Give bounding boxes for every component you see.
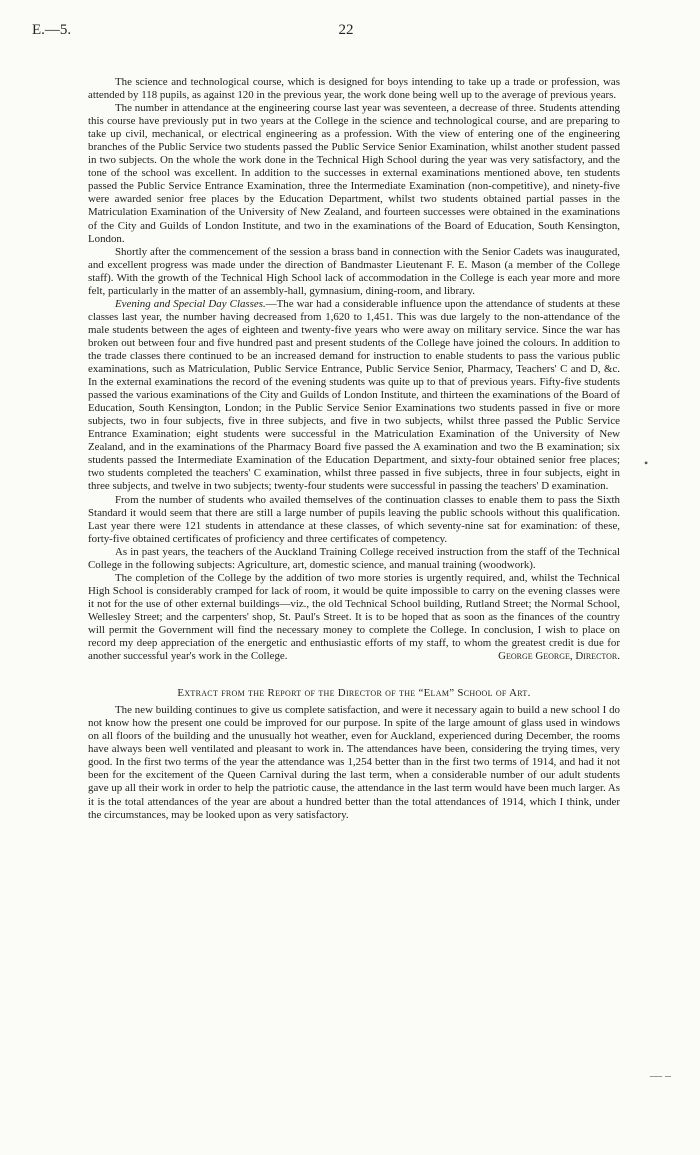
paragraph-completion: The completion of the College by the addition of two more stories is urgently required, and, whilst the Technical High School is considerably cramped for lack of room, it would be quite impossible to carry on the evening classes were it not for the use of other external buildings—viz., the old Technical School building, Rutland Street; the Normal School, Wellesley Street; and the carpenters' shop, St. Paul's Street. It is to be hoped that as soon as the finances of the country will permit the Government will find the necessary money to complete the College. In conclusion, I wish to place on record my deep appreciation of the energetic and enthusiastic efforts of my staff, to whom the greatest credit is due for another successful year's work in the College. [88,571,620,663]
paragraph-elam-report: The new building continues to give us complete satisfaction, and were it necessary again to build a new school I do not know how the present one could be improved for our purpose. In spite of the large amount of glass used in windows on all floors of the building and the unusually hot weather, even for Auckland, experienced during December, the rooms have always been well ventilated and pleasant to work in. The attendances have been, considering the trying times, very good. In the first two terms of the year the attendance was 1,254 better than in the first two terms of 1914, and had it not been for the excitement of the Queen Carnival during the last term, when a considerable number of our adult students gave up all their work in order to help the patriotic cause, the attendance in the last term would have been much larger. As it is the total attendances of the year are about a hundred better than the total attendances of 1914, which I think, under the circumstances, may be looked upon as very satisfactory. [88,704,620,821]
paragraph-brass-band: Shortly after the commencement of the session a brass band in connection with the Senior Cadets was inaugurated, and excellent progress was made under the direction of Bandmaster Lieutenant F. E. Mason (a member of the College staff). With the growth of the Technical High School lack of accommodation in the College is each year more and more felt, particularly in the matter of an assembly-hall, gymnasium, dining-room, and library. [88,245,620,297]
signature: George George, Director. [498,650,620,663]
report-body [88,76,620,822]
elam-section-title: Extract from the Report of the Director of the “Elam” School of Art. [177,687,531,700]
evening-classes-heading: Evening and Special Day Classes. [115,297,266,310]
margin-dash: — ‒ [650,1068,671,1082]
paragraph-training-college: As in past years, the teachers of the Auckland Training College received instruction from the staff of the Technical College in the following subjects: Agriculture, art, domestic science, and manual training (woodwork). [88,545,620,571]
page-header [32,22,660,42]
report-code: E.—5. [32,22,72,38]
paragraph-evening-classes [88,298,620,494]
paragraph-continuation-classes: From the number of students who availed themselves of the continuation classes to enable them to pass the Sixth Standard it would seem that there are still a large number of pupils leaving the public schools without this qualification. Last year there were 121 students in attendance at these classes, of which seventy-nine sat for examination: of these, forty-five obtained certificates of proficiency and three certificates of competency. [88,493,620,545]
paragraph-science-course: The science and technological course, which is designed for boys intending to take up a trade or profession, was attended by 118 pupils, as against 120 in the previous year, the work done being well up to the average of previous years. [88,76,620,102]
evening-classes-text: —The war had a considerable influence upon the attendance of students at these classes last year, the number having decreased from 1,620 to 1,451. This was due largely to the non-attendance of the male students between the ages of eighteen and twenty-five years who were away on military service. Since the war has broken out between four and five hundred past and present students of the College have joined the colours. In addition to the trade classes there continued to be an increased demand for instruction to enable students to pass the various public examinations, such as Matriculation, Public Service Entrance, Public Service Senior, Pharmacy, Teachers' C and D, &c. In the external examinations the record of the evening students was quite up to that of previous years. Fifty-five students passed the various examinations of the City and Guilds of London Institute, and thirteen the examinations of the Board of Education, South Kensington, London; in the Public Service Senior Examinations two students passed in five or more subjects, two in four subjects, five in three subjects, and five in two subjects, whilst three passed the Public Service Entrance Examination; eight students were successful in the Matriculation Examination of the University of New Zealand, and in the examinations of the Pharmacy Board five passed the A examination and two the B examination; six students passed the Intermediate Examination of the Education Department, and sixty-four obtained senior free places; two students completed the teachers' C examination, whilst three passed in five subjects, three in four subjects, eight in three subjects, and twelve in two subjects; twenty-four students were successful in passing the teachers' D examination. [88,297,621,493]
paragraph-engineering-course: The number in attendance at the engineering course last year was seventeen, a decrease of three. Students attending this course have previously put in two years at the College in the science and technological course, and are preparing to take up civil, mechanical, or electrical engineering as a profession. With the view of entering one of the engineering branches of the Public Service two students passed the Public Service Senior Examination, whilst another student passed in two subjects. On the whole the work done in the Technical High School during the year was very satisfactory, and the tone of the school was excellent. In addition to the successes in external examinations mentioned above, ten students passed the Public Service Entrance Examination, three the Intermediate Examination (non-competitive), and ninety-five were awarded senior free places by the Education Department, whilst two students obtained partial passes in the Matriculation Examination of the University of New Zealand, and fourteen successes were obtained in the examinations of the City and Guilds of London Institute, and two in the examinations of the Board of Education, South Kensington, London. [88,102,620,245]
page-number: 22 [338,22,354,38]
margin-dot: • [644,456,649,470]
